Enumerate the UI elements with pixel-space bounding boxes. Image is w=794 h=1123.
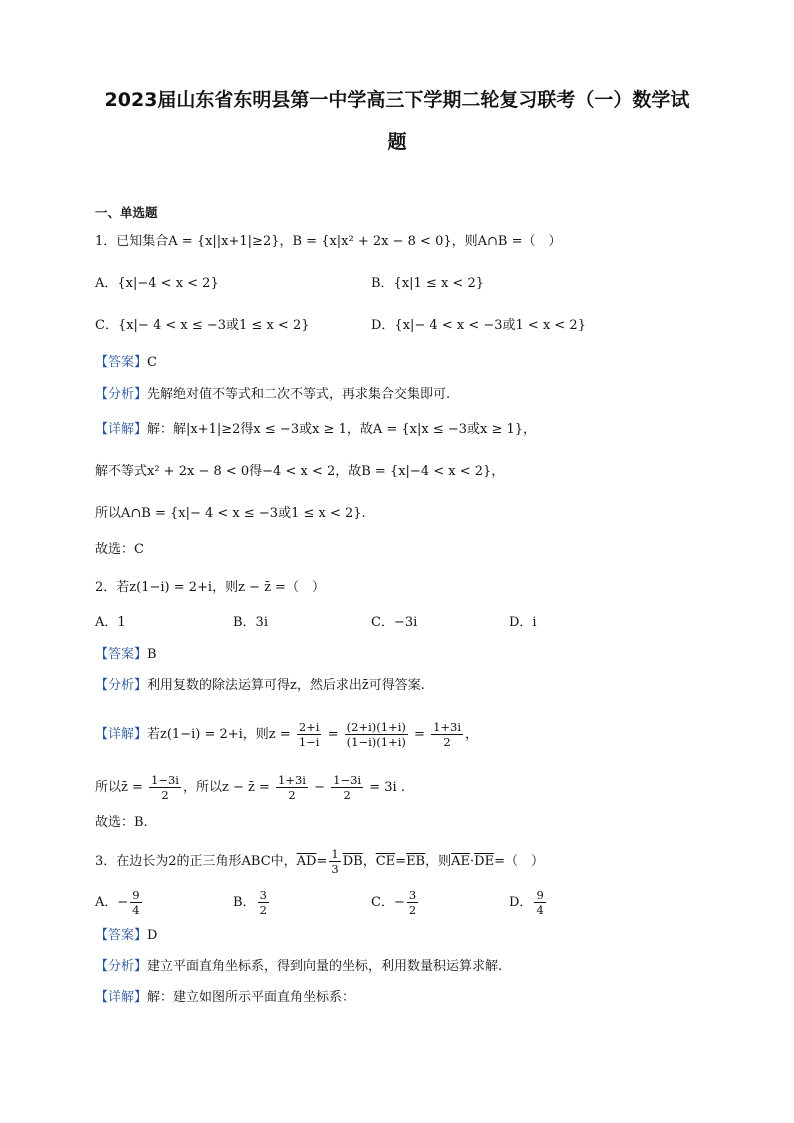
vector-eb: $\overline{EB}$	[406, 854, 426, 869]
question-3-option-b: B． $\frac{3}{2}$	[233, 888, 267, 917]
vector-de: $\overline{DE}$	[474, 854, 495, 869]
analysis-tag: 【分析】	[95, 678, 148, 693]
question-2-detail-line-2: 所以z̄ = $\frac{1-3i}{2}$ ，所以z − z̄ = $\frac{1+3i}{2}$ − $\frac{1-3i}{2}$ = 3i .	[95, 773, 405, 802]
vector-ad: $\overline{AD}$	[296, 854, 317, 869]
detail-text: 解：建立如图所示平面直角坐标系：	[147, 990, 356, 1005]
question-2-stem: 2．若z(1−i) = 2+i，则z − z̄ =（ ）	[95, 580, 325, 595]
analysis-text: 建立平面直角坐标系，得到向量的坐标，利用数量积运算求解.	[147, 959, 503, 974]
question-2-conclusion: 故选：B.	[95, 815, 148, 830]
question-2-option-c: C．−3i	[371, 615, 418, 630]
question-1-answer	[95, 352, 157, 374]
question-2-detail-line-1: 【详解】若z(1−i) = 2+i，则z = $\frac{2+i}{1-i}$ = $\frac{(2+i)(1+i)}{(1-i)(1+i)}$ = $\frac{1+3i}{2}$ ，	[95, 720, 479, 749]
question-2-option-d: D．i	[509, 615, 537, 630]
question-2-option-a: A．1	[95, 615, 126, 630]
answer-value: C	[147, 355, 157, 370]
question-1-option-c: C．{x|− 4 < x ≤ −3或1 ≤ x < 2}	[95, 318, 310, 333]
fraction: $\frac{1}{3}$	[331, 847, 339, 876]
question-1-detail-line-2: 解不等式x² + 2x − 8 < 0得−4 < x < 2，故B = {x|−4 < x < 2}，	[95, 464, 505, 479]
question-3-option-a: A．− $\frac{9}{4}$	[95, 888, 140, 917]
detail-text: 若z(1−i) = 2+i，则z =	[147, 727, 291, 742]
fraction: $\frac{1-3i}{2}$	[151, 773, 179, 802]
question-2-analysis	[95, 675, 425, 697]
question-1-detail-line-1	[95, 419, 536, 441]
question-1-option-a: A．{x|−4 < x < 2}	[95, 276, 219, 291]
vector-db: $\overline{DB}$	[342, 854, 363, 869]
analysis-text: 先解绝对值不等式和二次不等式，再求集合交集即可.	[147, 387, 451, 402]
analysis-tag: 【分析】	[95, 959, 148, 974]
question-3-detail-line-1	[95, 987, 355, 1009]
answer-tag: 【答案】	[95, 647, 148, 662]
question-1-option-d: D．{x|− 4 < x < −3或1 < x < 2}	[371, 318, 586, 333]
fraction: $\frac{1-3i}{2}$	[333, 773, 362, 802]
question-3-analysis	[95, 956, 502, 978]
answer-tag: 【答案】	[95, 355, 148, 370]
question-3-answer	[95, 925, 157, 947]
vector-ce: $\overline{CE}$	[375, 854, 396, 869]
question-2-answer	[95, 644, 157, 666]
question-1-analysis	[95, 384, 450, 406]
answer-value: D	[147, 928, 158, 943]
fraction: $\frac{(2+i)(1+i)}{(1-i)(1+i)}$	[346, 720, 406, 749]
detail-tag: 【详解】	[95, 422, 148, 437]
answer-value: B	[147, 647, 157, 662]
question-1-stem: 1．已知集合A = {x||x+1|≥2}，B = {x|x² + 2x − 8 < 0}，则A∩B =（ ）	[95, 234, 562, 249]
answer-tag: 【答案】	[95, 928, 148, 943]
fraction: $\frac{2+i}{1-i}$	[298, 720, 320, 749]
analysis-text: 利用复数的除法运算可得z，然后求出z̄可得答案.	[147, 678, 425, 693]
question-3-option-c: C．− $\frac{3}{2}$	[371, 888, 417, 917]
document-title-line-1: 2023届山东省东明县第一中学高三下学期二轮复习联考（一）数学试	[104, 89, 690, 111]
vector-ae: $\overline{AE}$	[451, 854, 471, 869]
question-1-option-b: B．{x|1 ≤ x < 2}	[371, 276, 484, 291]
fraction: $\frac{1+3i}{2}$	[433, 720, 462, 749]
question-3-option-d: D． $\frac{9}{4}$	[509, 888, 544, 917]
detail-tag: 【详解】	[95, 727, 148, 742]
detail-tag: 【详解】	[95, 990, 148, 1005]
analysis-tag: 【分析】	[95, 387, 148, 402]
detail-text: 解：解|x+1|≥2得x ≤ −3或x ≥ 1，故A = {x|x ≤ −3或x ≥ 1}，	[147, 422, 537, 437]
question-2-option-b: B．3i	[233, 615, 268, 630]
fraction: $\frac{1+3i}{2}$	[278, 773, 306, 802]
question-1-conclusion: 故选：C	[95, 542, 144, 557]
question-3-stem: 3．在边长为2的正三角形ABC中，$\overline{AD}=$ $\frac{1}{3}$ $\overline{DB}$，$\overline{CE}=\overline{EB}$，则$\overline{AE}\cdot\overline{DE}=$（ ）	[95, 847, 544, 876]
document-title-line-2: 题	[387, 131, 407, 153]
question-1-detail-line-3: 所以A∩B = {x|− 4 < x ≤ −3或1 ≤ x < 2}.	[95, 506, 366, 521]
section-heading: 一、单选题	[95, 205, 158, 220]
